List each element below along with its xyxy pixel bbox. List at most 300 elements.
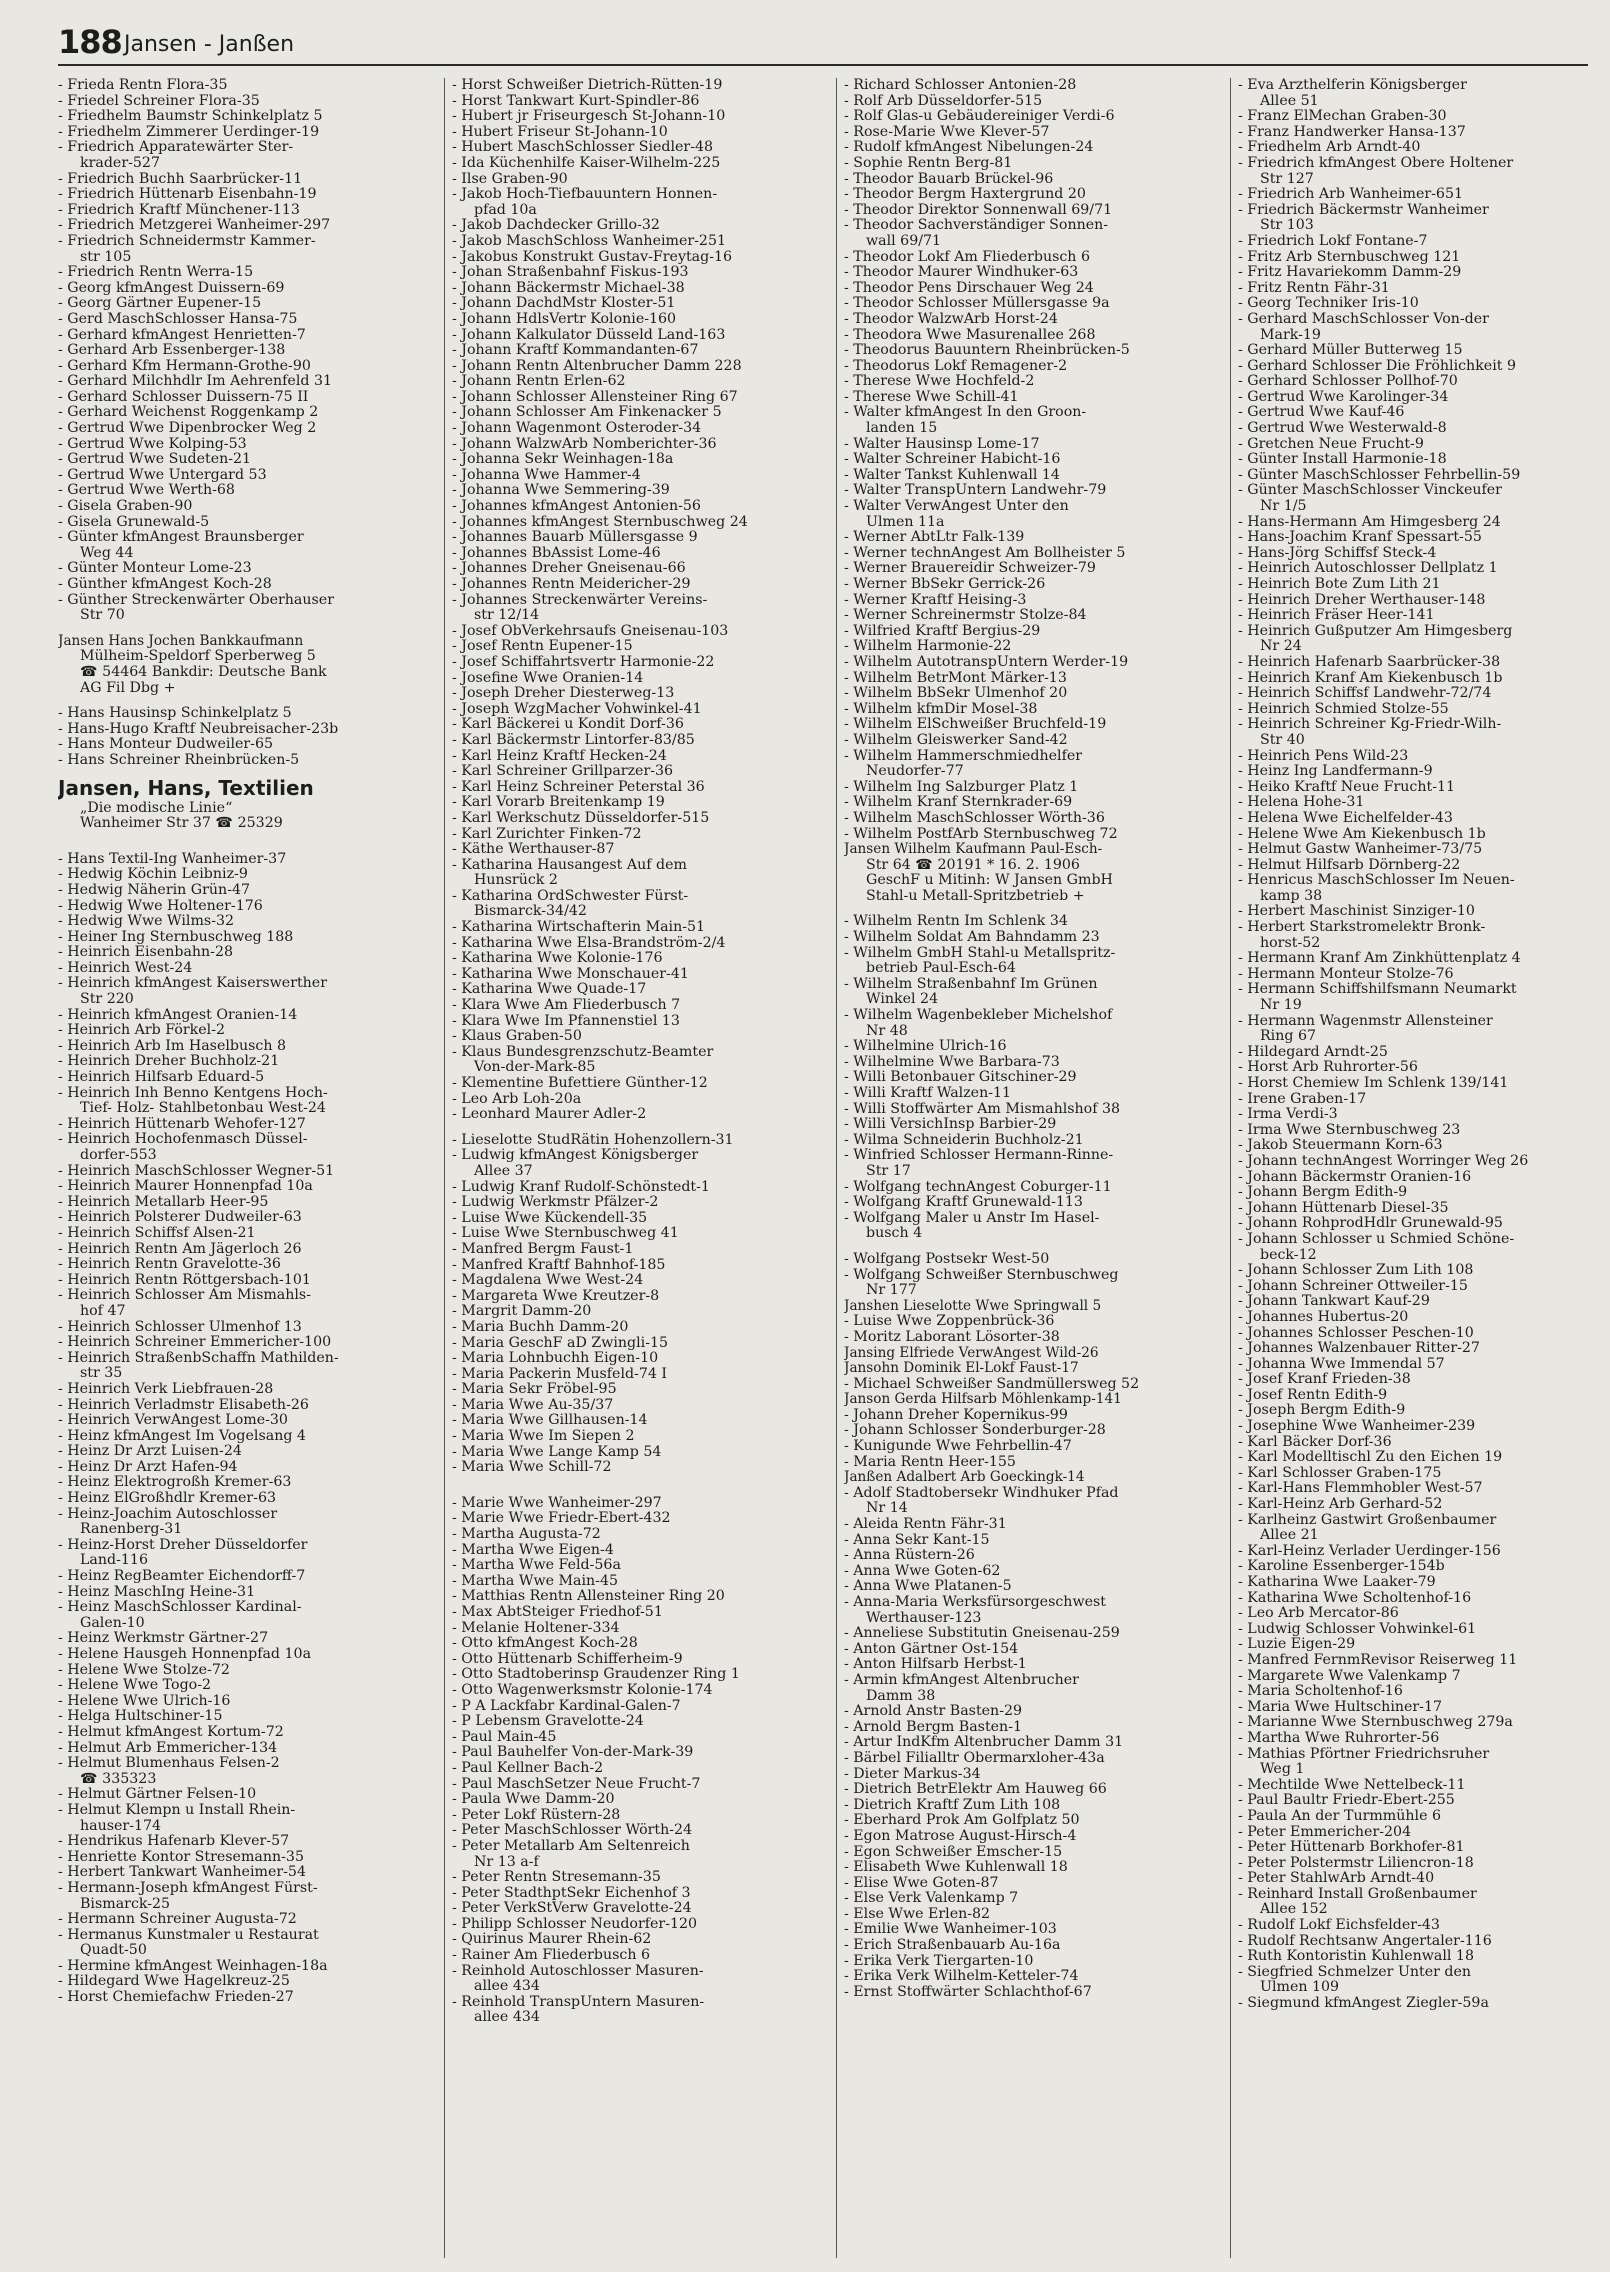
directory-entry: - Martha Wwe Main-45 bbox=[452, 1572, 619, 1589]
directory-entry: - Heinrich Eisenbahn-28 bbox=[58, 944, 234, 961]
directory-entry: - Hermann Schiffshilfsmann Neumarkt bbox=[1238, 981, 1517, 998]
directory-entry: - Heinz Dr Arzt Luisen-24 bbox=[58, 1443, 242, 1460]
directory-entry: - Katharina Wwe Laaker-79 bbox=[1238, 1574, 1436, 1590]
directory-entry: - Wilhelm Kranf Sternkrader-69 bbox=[844, 794, 1073, 811]
directory-entry: - Helene Wwe Ulrich-16 bbox=[58, 1692, 231, 1709]
column-1 bbox=[58, 78, 414, 2258]
directory-entry: - Wilhelm Hammerschmiedhelfer bbox=[844, 747, 1082, 764]
directory-entry: - Anna-Maria Werksfürsorgeschwest bbox=[844, 1594, 1106, 1610]
directory-entry: - Hans-Hugo Kraftf Neubreisacher-23b bbox=[58, 720, 339, 737]
directory-entry: - Willi VersichInsp Barbier-29 bbox=[844, 1116, 1057, 1133]
directory-entry: - Helga Hultschiner-15 bbox=[58, 1708, 223, 1725]
directory-entry: Von-der-Mark-85 bbox=[474, 1059, 596, 1076]
column-2 bbox=[452, 78, 808, 2258]
directory-entry: - Maria Sekr Fröbel-95 bbox=[452, 1381, 617, 1398]
directory-entry: - Leo Arb Mercator-86 bbox=[1238, 1605, 1399, 1622]
directory-entry: - Luise Wwe Zoppenbrück-36 bbox=[844, 1313, 1055, 1330]
directory-entry: - Heinrich Inh Benno Kentgens Hoch- bbox=[58, 1084, 328, 1101]
directory-entry: - Wilfried Kraftf Bergius-29 bbox=[844, 622, 1041, 639]
directory-entry: - Heinrich StraßenbSchaffn Mathilden- bbox=[58, 1349, 339, 1366]
directory-entry: - Mechtilde Wwe Nettelbeck-11 bbox=[1238, 1776, 1466, 1793]
directory-entry: - Helmut Gärtner Felsen-10 bbox=[58, 1786, 257, 1803]
directory-entry: - Gerhard MaschSchlosser Von-der bbox=[1238, 310, 1489, 327]
directory-entry: - Maria Wwe Hultschiner-17 bbox=[1238, 1698, 1443, 1715]
directory-entry: - Heinrich Arb Förkel-2 bbox=[58, 1022, 226, 1039]
directory-entry: str 35 bbox=[80, 1365, 123, 1382]
directory-entry: - Karoline Essenberger-154b bbox=[1238, 1558, 1445, 1575]
directory-entry: - Gertrud Wwe Dipenbrocker Weg 2 bbox=[58, 420, 317, 437]
directory-entry: - Horst Tankwart Kurt-Spindler-86 bbox=[452, 92, 700, 109]
directory-entry: - Gertrud Wwe Werth-68 bbox=[58, 482, 235, 499]
directory-entry: - Friedrich Apparatewärter Ster- bbox=[58, 139, 294, 156]
directory-entry: - Emilie Wwe Wanheimer-103 bbox=[844, 1921, 1057, 1938]
directory-entry: - Karl Schreiner Grillparzer-36 bbox=[452, 763, 674, 780]
directory-entry: - Heinrich Hochofenmasch Düssel- bbox=[58, 1131, 308, 1148]
directory-entry: - Werner Schreinermstr Stolze-84 bbox=[844, 607, 1087, 624]
directory-entry: - Heinrich Autoschlosser Dellplatz 1 bbox=[1238, 560, 1498, 577]
directory-entry: - Günther kfmAngest Koch-28 bbox=[58, 576, 272, 592]
directory-entry: - Katharina Wwe Kolonie-176 bbox=[452, 950, 663, 967]
directory-entry: - Maria Wwe Lange Kamp 54 bbox=[452, 1443, 662, 1460]
directory-entry: - Martha Augusta-72 bbox=[452, 1526, 601, 1543]
directory-entry: Ring 67 bbox=[1260, 1028, 1317, 1045]
directory-entry: - Gerhard Milchhdlr Im Aehrenfeld 31 bbox=[58, 373, 333, 390]
directory-entry: - Johann Kalkulator Düsseld Land-163 bbox=[452, 326, 726, 343]
directory-entry: - Heinz MaschIng Heine-31 bbox=[58, 1583, 256, 1600]
directory-entry: Janßen Adalbert Arb Goeckingk-14 bbox=[844, 1469, 1085, 1486]
directory-entry: - Heinrich kfmAngest Kaiserswerther bbox=[58, 975, 327, 992]
directory-entry: - Johann Schlosser Am Finkenacker 5 bbox=[452, 404, 722, 421]
directory-entry: - Hermann Wagenmstr Allensteiner bbox=[1238, 1012, 1493, 1029]
directory-entry: - Willi Stoffwärter Am Mismahlshof 38 bbox=[844, 1100, 1121, 1117]
directory-entry: - Gisela Grunewald-5 bbox=[58, 513, 210, 530]
directory-entry: - Wilhelmine Ulrich-16 bbox=[844, 1038, 1007, 1055]
directory-entry: - Johann Bäckermstr Michael-38 bbox=[452, 279, 685, 296]
directory-entry: - Paula Wwe Damm-20 bbox=[452, 1791, 615, 1808]
directory-entry: - Hans Monteur Dudweiler-65 bbox=[58, 736, 274, 753]
directory-entry: - Otto kfmAngest Koch-28 bbox=[452, 1635, 638, 1652]
directory-entry: - Johann Schlosser Sonderburger-28 bbox=[844, 1422, 1106, 1439]
directory-entry: AG Fil Dbg + bbox=[80, 679, 176, 696]
directory-entry: - Theodor Pens Dirschauer Weg 24 bbox=[844, 279, 1094, 296]
directory-entry: - Margareta Wwe Kreutzer-8 bbox=[452, 1287, 660, 1304]
directory-entry: - Wilhelm Rentn Im Schlenk 34 bbox=[844, 913, 1068, 930]
directory-entry: wall 69/71 bbox=[866, 232, 942, 249]
directory-entry: - Johannes Dreher Gneisenau-66 bbox=[452, 560, 686, 577]
directory-entry: - Manfred Bergm Faust-1 bbox=[452, 1240, 634, 1257]
directory-entry: - Wilhelm Straßenbahnf Im Grünen bbox=[844, 975, 1098, 992]
directory-entry: - Marie Wwe Wanheimer-297 bbox=[452, 1494, 662, 1511]
directory-entry: - Karl Modelltischl Zu den Eichen 19 bbox=[1238, 1449, 1503, 1466]
directory-entry: - Marianne Wwe Sternbuschweg 279a bbox=[1238, 1714, 1513, 1731]
directory-entry: Str 40 bbox=[1260, 731, 1305, 748]
directory-entry: - Peter StahlwArb Arndt-40 bbox=[1238, 1870, 1435, 1887]
directory-entry: - Gertrud Wwe Sudeten-21 bbox=[58, 451, 252, 468]
directory-entry: - Heinz Werkmstr Gärtner-27 bbox=[58, 1630, 269, 1647]
directory-entry: - Hans Textil-Ing Wanheimer-37 bbox=[58, 850, 287, 867]
directory-entry: - Heinrich Hüttenarb Wehofer-127 bbox=[58, 1115, 306, 1132]
directory-entry: - Paul Main-45 bbox=[452, 1728, 557, 1745]
directory-entry: - Friedrich Bäckermstr Wanheimer bbox=[1238, 201, 1489, 218]
directory-entry: - Käthe Werthauser-87 bbox=[452, 841, 615, 858]
directory-entry: horst-52 bbox=[1260, 934, 1321, 951]
directory-entry: - Maria Scholtenhof-16 bbox=[1238, 1683, 1403, 1700]
directory-entry: - Henriette Kontor Stresemann-35 bbox=[58, 1848, 304, 1865]
directory-entry: - Karl-Hans Flemmhobler West-57 bbox=[1238, 1480, 1483, 1497]
directory-entry: Str 220 bbox=[80, 991, 134, 1008]
directory-entry: - Margarete Wwe Valenkamp 7 bbox=[1238, 1667, 1461, 1684]
directory-entry: Werthauser-123 bbox=[866, 1609, 982, 1626]
directory-entry: - Werner Kraftf Heising-3 bbox=[844, 591, 1027, 608]
directory-entry: - Helena Wwe Eichelfelder-43 bbox=[1238, 809, 1453, 826]
directory-entry: - Magdalena Wwe West-24 bbox=[452, 1272, 644, 1289]
directory-entry: - Hans Hausinsp Schinkelplatz 5 bbox=[58, 705, 292, 722]
directory-entry: - Johanna Wwe Hammer-4 bbox=[452, 466, 641, 483]
directory-entry: Nr 24 bbox=[1260, 638, 1302, 655]
directory-entry: - Josefine Wwe Oranien-14 bbox=[452, 669, 644, 686]
directory-entry: - Johann Schlosser u Schmied Schöne- bbox=[1238, 1230, 1515, 1247]
directory-entry: - Josef Schiffahrtsvertr Harmonie-22 bbox=[452, 653, 715, 670]
directory-entry: - Martha Wwe Feld-56a bbox=[452, 1557, 621, 1574]
directory-entry: - Helmut Klempn u Install Rhein- bbox=[58, 1801, 296, 1818]
directory-entry: hof 47 bbox=[80, 1302, 126, 1319]
directory-entry: - Arnold Anstr Basten-29 bbox=[844, 1703, 1023, 1720]
directory-entry: - Paul MaschSetzer Neue Frucht-7 bbox=[452, 1775, 701, 1792]
directory-entry: - Sophie Rentn Berg-81 bbox=[844, 154, 1013, 171]
directory-entry: - Wilhelm BbSekr Ulmenhof 20 bbox=[844, 685, 1068, 702]
directory-entry: Allee 152 bbox=[1260, 1901, 1328, 1918]
directory-entry: - Gerhard Müller Butterweg 15 bbox=[1238, 342, 1463, 359]
directory-entry: - Gretchen Neue Frucht-9 bbox=[1238, 435, 1424, 452]
directory-entry: - Gertrud Wwe Karolinger-34 bbox=[1238, 388, 1449, 405]
directory-entry: - Peter StadthptSekr Eichenhof 3 bbox=[452, 1884, 691, 1901]
directory-entry: - Heinrich Schiffsf Landwehr-72/74 bbox=[1238, 685, 1492, 702]
directory-entry: - Peter Metallarb Am Seltenreich bbox=[452, 1837, 690, 1854]
directory-entry: - Josephine Wwe Wanheimer-239 bbox=[1238, 1418, 1476, 1435]
directory-entry: - Manfred FernmRevisor Reiserweg 11 bbox=[1238, 1651, 1518, 1668]
directory-entry: - Theodor Maurer Windhuker-63 bbox=[844, 264, 1079, 281]
directory-entry: - Wilhelm Soldat Am Bahndamm 23 bbox=[844, 929, 1100, 946]
directory-entry: - Ludwig Kranf Rudolf-Schönstedt-1 bbox=[452, 1178, 710, 1195]
directory-entry: - Klaus Graben-50 bbox=[452, 1028, 582, 1045]
directory-entry: - Franz Handwerker Hansa-137 bbox=[1238, 123, 1466, 140]
directory-entry: - Ludwig Werkmstr Pfälzer-2 bbox=[452, 1194, 659, 1211]
directory-entry: - Josef Kranf Frieden-38 bbox=[1238, 1371, 1411, 1388]
directory-entry: - Josef Rentn Edith-9 bbox=[1238, 1386, 1388, 1403]
directory-entry: - Theodor Bergm Haxtergrund 20 bbox=[844, 186, 1086, 203]
directory-entry: - Johannes Schlosser Peschen-10 bbox=[1238, 1324, 1474, 1341]
directory-entry: - Wilhelm GmbH Stahl-u Metallspritz- bbox=[844, 944, 1116, 961]
directory-entry: - Johann Hüttenarb Diesel-35 bbox=[1238, 1199, 1449, 1216]
directory-entry: - Herbert Tankwart Wanheimer-54 bbox=[58, 1864, 306, 1881]
page-header bbox=[58, 22, 1588, 66]
directory-entry: - Friedhelm Zimmerer Uerdinger-19 bbox=[58, 123, 320, 140]
directory-entry: - Paul Kellner Bach-2 bbox=[452, 1759, 604, 1776]
directory-entry: - Henricus MaschSchlosser Im Neuen- bbox=[1238, 872, 1515, 889]
directory-entry: Ulmen 109 bbox=[1260, 1979, 1340, 1996]
directory-entry: - Gerhard kfmAngest Henrietten-7 bbox=[58, 326, 306, 343]
directory-entry: Ulmen 11a bbox=[866, 513, 945, 530]
directory-entry: - Gerhard Schlosser Duissern-75 II bbox=[58, 388, 309, 405]
directory-entry: - Anna Wwe Goten-62 bbox=[844, 1562, 1001, 1579]
directory-entry: - Theodorus Bauuntern Rheinbrücken-5 bbox=[844, 342, 1130, 359]
directory-entry: - Siegfried Schmelzer Unter den bbox=[1238, 1963, 1472, 1980]
directory-entry: - Heinz RegBeamter Eichendorff-7 bbox=[58, 1568, 306, 1585]
directory-entry: - Friedrich Kraftf Münchener-113 bbox=[58, 201, 300, 218]
directory-entry: - Horst Schweißer Dietrich-Rütten-19 bbox=[452, 78, 723, 93]
directory-entry: - Reinhold TranspUntern Masuren- bbox=[452, 1993, 705, 2010]
directory-entry: - Egon Schweißer Emscher-15 bbox=[844, 1843, 1063, 1860]
directory-entry: - Marie Wwe Friedr-Ebert-432 bbox=[452, 1510, 671, 1527]
directory-entry: - Georg Techniker Iris-10 bbox=[1238, 295, 1419, 312]
column-rule bbox=[836, 78, 837, 2258]
directory-entry: Nr 19 bbox=[1260, 997, 1302, 1014]
directory-entry: - Klara Wwe Im Pfannenstiel 13 bbox=[452, 1012, 680, 1029]
directory-entry: - Heinrich Bote Zum Lith 21 bbox=[1238, 576, 1441, 592]
directory-entry: - Aleida Rentn Fähr-31 bbox=[844, 1516, 1007, 1533]
directory-entry: - Erich Straßenbauarb Au-16a bbox=[844, 1937, 1061, 1954]
directory-entry: - Matthias Rentn Allensteiner Ring 20 bbox=[452, 1588, 725, 1605]
directory-entry: - Hubert jr Friseurgesch St-Johann-10 bbox=[452, 108, 726, 125]
directory-entry: - Heinz MaschSchlosser Kardinal- bbox=[58, 1599, 302, 1616]
directory-entry: - Friedrich kfmAngest Obere Holtener bbox=[1238, 154, 1514, 171]
directory-entry: Allee 37 bbox=[474, 1162, 533, 1179]
directory-entry: - Heinrich Schiffsf Alsen-21 bbox=[58, 1224, 256, 1241]
directory-entry: - Eberhard Prok Am Golfplatz 50 bbox=[844, 1812, 1080, 1829]
directory-entry: Janshen Lieselotte Wwe Springwall 5 bbox=[844, 1297, 1102, 1314]
directory-entry: - Heinrich Schlosser Ulmenhof 13 bbox=[58, 1318, 302, 1335]
directory-entry: - Klaus Bundesgrenzschutz-Beamter bbox=[452, 1043, 714, 1060]
directory-entry: - Heinrich Verladmstr Elisabeth-26 bbox=[58, 1396, 309, 1413]
spacer bbox=[58, 832, 414, 842]
directory-entry: - Hendrikus Hafenarb Klever-57 bbox=[58, 1833, 290, 1850]
directory-entry: - Theodora Wwe Masurenallee 268 bbox=[844, 326, 1096, 343]
directory-entry: allee 434 bbox=[474, 2009, 540, 2026]
directory-entry: - Hedwig Wwe Wilms-32 bbox=[58, 913, 235, 930]
directory-entry: - Paula An der Turmmühle 6 bbox=[1238, 1807, 1442, 1824]
directory-entry: - Hermine kfmAngest Weinhagen-18a bbox=[58, 1957, 328, 1974]
directory-entry: - Gerhard Kfm Hermann-Grothe-90 bbox=[58, 357, 311, 374]
directory-entry: - Gertrud Wwe Kauf-46 bbox=[1238, 404, 1405, 421]
directory-entry: - Adolf Stadtobersekr Windhuker Pfad bbox=[844, 1484, 1119, 1501]
directory-entry: - Gerhard Schlosser Die Fröhlichkeit 9 bbox=[1238, 357, 1516, 374]
directory-entry: - Günter kfmAngest Braunsberger bbox=[58, 529, 304, 546]
directory-entry: - Moritz Laborant Lösorter-38 bbox=[844, 1328, 1060, 1345]
directory-entry: - Johann Dreher Kopernikus-99 bbox=[844, 1406, 1068, 1423]
directory-entry: „Die modische Linie“ bbox=[80, 799, 233, 816]
directory-entry: - Anna Sekr Kant-15 bbox=[844, 1531, 990, 1548]
directory-entry: - Helmut Gastw Wanheimer-73/75 bbox=[1238, 841, 1483, 858]
directory-entry: - Ludwig Schlosser Vohwinkel-61 bbox=[1238, 1620, 1477, 1637]
directory-entry: - Katharina Wwe Elsa-Brandström-2/4 bbox=[452, 934, 726, 951]
directory-entry: ☎ 54464 Bankdir: Deutsche Bank bbox=[80, 663, 327, 680]
directory-entry: landen 15 bbox=[866, 420, 938, 437]
directory-entry: - Karl Heinz Schreiner Peterstal 36 bbox=[452, 778, 705, 795]
directory-entry: - Walter VerwAngest Unter den bbox=[844, 498, 1069, 515]
directory-entry: str 12/14 bbox=[474, 607, 540, 624]
directory-entry: - Wilhelm Harmonie-22 bbox=[844, 638, 1012, 655]
directory-entry: - Erika Verk Wilhelm-Ketteler-74 bbox=[844, 1968, 1079, 1985]
directory-entry: - Maria Wwe Schill-72 bbox=[452, 1459, 612, 1476]
directory-entry: - Elise Wwe Goten-87 bbox=[844, 1874, 999, 1891]
directory-entry: - Helmut Blumenhaus Felsen-2 bbox=[58, 1755, 280, 1772]
directory-entry: - Johannes Bauarb Müllersgasse 9 bbox=[452, 529, 698, 546]
directory-entry: Str 103 bbox=[1260, 217, 1314, 234]
directory-entry: - Armin kfmAngest Altenbrucher bbox=[844, 1671, 1079, 1688]
directory-entry: - Ilse Graben-90 bbox=[452, 170, 568, 187]
directory-entry: - Gerd MaschSchlosser Hansa-75 bbox=[58, 310, 298, 327]
directory-entry: - Josef Rentn Eupener-15 bbox=[452, 638, 633, 655]
directory-entry: - Dietrich BetrElektr Am Hauweg 66 bbox=[844, 1781, 1107, 1798]
directory-entry: - Maria Wwe Gillhausen-14 bbox=[452, 1412, 648, 1429]
directory-entry: - Willi Betonbauer Gitschiner-29 bbox=[844, 1069, 1077, 1086]
directory-entry: - Else Verk Valenkamp 7 bbox=[844, 1890, 1019, 1907]
directory-entry: - Artur IndKfm Altenbrucher Damm 31 bbox=[844, 1734, 1124, 1751]
directory-entry: - Wolfgang technAngest Coburger-11 bbox=[844, 1178, 1112, 1195]
directory-entry: - Willi Kraftf Walzen-11 bbox=[844, 1085, 1012, 1101]
directory-entry: - Horst Chemiew Im Schlenk 139/141 bbox=[1238, 1075, 1509, 1091]
directory-entry: - Friedrich Buchh Saarbrücker-11 bbox=[58, 170, 303, 187]
directory-entry: - Heiner Ing Sternbuschweg 188 bbox=[58, 928, 294, 945]
directory-entry: - Heinrich kfmAngest Oranien-14 bbox=[58, 1006, 298, 1023]
directory-entry: Allee 51 bbox=[1260, 92, 1319, 109]
directory-entry: - Heinrich Metallarb Heer-95 bbox=[58, 1193, 269, 1210]
directory-entry: - Walter Tankst Kuhlenwall 14 bbox=[844, 466, 1060, 483]
directory-entry: - Rose-Marie Wwe Klever-57 bbox=[844, 123, 1050, 140]
directory-entry: Hunsrück 2 bbox=[474, 872, 558, 889]
directory-columns bbox=[58, 78, 1588, 2258]
directory-entry: - Wilhelm ElSchweißer Bruchfeld-19 bbox=[844, 716, 1107, 733]
directory-entry: - Heinrich Schmied Stolze-55 bbox=[1238, 700, 1449, 717]
directory-entry: - Peter Lokf Rüstern-28 bbox=[452, 1806, 621, 1823]
directory-entry: Str 17 bbox=[866, 1162, 911, 1179]
directory-entry: Nr 177 bbox=[866, 1282, 917, 1299]
directory-entry: - Katharina Hausangest Auf dem bbox=[452, 856, 687, 873]
directory-entry: - Rolf Glas-u Gebäudereiniger Verdi-6 bbox=[844, 108, 1115, 125]
directory-entry: - Leo Arb Loh-20a bbox=[452, 1090, 582, 1107]
directory-entry: - Johann Rentn Altenbrucher Damm 228 bbox=[452, 357, 742, 374]
directory-entry: Mark-19 bbox=[1260, 326, 1321, 343]
directory-entry: - Maria Buchh Damm-20 bbox=[452, 1318, 629, 1335]
directory-entry: - Arnold Bergm Basten-1 bbox=[844, 1718, 1023, 1735]
directory-entry: - Karl Heinz Kraftf Hecken-24 bbox=[452, 747, 667, 764]
directory-entry: - Hermann-Joseph kfmAngest Fürst- bbox=[58, 1879, 318, 1896]
directory-entry: - Heinz ElGroßhdlr Kremer-63 bbox=[58, 1490, 277, 1507]
directory-entry: Jansing Elfriede VerwAngest Wild-26 bbox=[844, 1344, 1099, 1361]
directory-entry: - Peter Rentn Stresemann-35 bbox=[452, 1869, 661, 1886]
directory-entry: - Wilhelm BetrMont Märker-13 bbox=[844, 669, 1067, 686]
directory-entry: - Friedrich Lokf Fontane-7 bbox=[1238, 232, 1428, 249]
directory-entry: - Hubert MaschSchlosser Siedler-48 bbox=[452, 139, 714, 156]
directory-entry: - Walter kfmAngest In den Groon- bbox=[844, 404, 1087, 421]
directory-entry: - Martha Wwe Eigen-4 bbox=[452, 1541, 614, 1558]
directory-entry: - Johann RohprodHdlr Grunewald-95 bbox=[1238, 1215, 1503, 1232]
directory-entry: - Peter MaschSchlosser Wörth-24 bbox=[452, 1822, 693, 1839]
directory-entry: - Johann Bäckermstr Oranien-16 bbox=[1238, 1168, 1472, 1185]
directory-entry: Str 70 bbox=[80, 607, 125, 624]
directory-entry: - Anna Rüstern-26 bbox=[844, 1547, 975, 1564]
directory-entry: - Ernst Stoffwärter Schlachthof-67 bbox=[844, 1983, 1092, 2000]
directory-entry: - Friedhelm Baumstr Schinkelplatz 5 bbox=[58, 108, 323, 125]
directory-entry: - Theodor Bauarb Brückel-96 bbox=[844, 170, 1054, 187]
directory-entry: - Hildegard Wwe Hagelkreuz-25 bbox=[58, 1973, 290, 1990]
directory-entry: - Karl-Heinz Arb Gerhard-52 bbox=[1238, 1496, 1443, 1513]
directory-entry: Str 64 ☎ 20191 * 16. 2. 1906 bbox=[866, 856, 1080, 873]
directory-entry: - Paul Bauhelfer Von-der-Mark-39 bbox=[452, 1744, 694, 1761]
directory-entry: - Karl Bäckerei u Kondit Dorf-36 bbox=[452, 716, 684, 733]
directory-entry: Weg 44 bbox=[80, 544, 134, 561]
directory-entry: - Johanna Wwe Immendal 57 bbox=[1238, 1355, 1445, 1372]
directory-entry: - Johann Wagenmont Osteroder-34 bbox=[452, 420, 702, 437]
directory-entry: - Friedhelm Arb Arndt-40 bbox=[1238, 139, 1421, 156]
directory-entry: dorfer-553 bbox=[80, 1147, 157, 1163]
directory-entry: - Joseph Dreher Diesterweg-13 bbox=[452, 685, 675, 702]
directory-entry: - Johann Schlosser Allensteiner Ring 67 bbox=[452, 388, 738, 405]
directory-entry: - Josef ObVerkehrsaufs Gneisenau-103 bbox=[452, 622, 729, 639]
directory-entry: - Werner BbSekr Gerrick-26 bbox=[844, 576, 1046, 592]
directory-entry: - Heinrich Gußputzer Am Himgesberg bbox=[1238, 622, 1513, 639]
directory-entry: - Johann HdlsVertr Kolonie-160 bbox=[452, 310, 677, 327]
directory-entry: - Friedrich Arb Wanheimer-651 bbox=[1238, 186, 1463, 203]
directory-entry: - Johannes Rentn Meidericher-29 bbox=[452, 576, 691, 592]
directory-entry: - Maria Wwe Im Siepen 2 bbox=[452, 1428, 635, 1445]
directory-entry: - Johannes kfmAngest Antonien-56 bbox=[452, 498, 701, 515]
directory-entry: - Wilhelm AutotranspUntern Werder-19 bbox=[844, 653, 1129, 670]
directory-entry: str 105 bbox=[80, 248, 132, 265]
directory-entry: - Günter MaschSchlosser Fehrbellin-59 bbox=[1238, 466, 1521, 483]
directory-entry: - Johannes kfmAngest Sternbuschweg 24 bbox=[452, 513, 748, 530]
directory-entry: - Helmut Hilfsarb Dörnberg-22 bbox=[1238, 856, 1461, 873]
directory-entry: - Fritz Havariekomm Damm-29 bbox=[1238, 264, 1462, 281]
directory-entry: - Reinhold Autoschlosser Masuren- bbox=[452, 1962, 704, 1979]
directory-entry: Nr 13 a-f bbox=[474, 1853, 539, 1870]
directory-entry: - Hedwig Näherin Grün-47 bbox=[58, 881, 251, 898]
directory-entry: - Walter Schreiner Habicht-16 bbox=[844, 451, 1061, 468]
directory-entry: - Heinrich Dreher Werthauser-148 bbox=[1238, 591, 1486, 608]
directory-entry: - Wilhelm Gleiswerker Sand-42 bbox=[844, 731, 1068, 748]
directory-entry: - Theodor Direktor Sonnenwall 69/71 bbox=[844, 201, 1113, 218]
directory-entry: Bismarck-25 bbox=[80, 1895, 171, 1912]
directory-entry: - Irene Graben-17 bbox=[1238, 1090, 1367, 1107]
directory-entry: - Johann Rentn Erlen-62 bbox=[452, 373, 626, 390]
directory-entry: - Ruth Kontoristin Kuhlenwall 18 bbox=[1238, 1948, 1474, 1965]
directory-entry: Nr 48 bbox=[866, 1022, 908, 1039]
directory-entry: - Johann DachdMstr Kloster-51 bbox=[452, 295, 676, 312]
directory-entry: Allee 21 bbox=[1260, 1527, 1319, 1544]
directory-entry: - Karl Vorarb Breitenkamp 19 bbox=[452, 794, 665, 811]
directory-entry: - Else Wwe Erlen-82 bbox=[844, 1905, 991, 1922]
directory-entry: - Johannes Walzenbauer Ritter-27 bbox=[1238, 1340, 1480, 1357]
directory-entry: - Theodor Sachverständiger Sonnen- bbox=[844, 217, 1109, 234]
directory-entry: - Heinrich MaschSchlosser Wegner-51 bbox=[58, 1162, 335, 1179]
directory-entry: - P A Lackfabr Kardinal-Galen-7 bbox=[452, 1697, 681, 1714]
directory-entry: - Heinrich Fräser Heer-141 bbox=[1238, 607, 1435, 624]
directory-entry: busch 4 bbox=[866, 1225, 923, 1242]
directory-entry: - Hans-Hermann Am Himgesberg 24 bbox=[1238, 513, 1501, 530]
directory-entry: Stahl-u Metall-Spritzbetrieb + bbox=[866, 887, 1085, 904]
directory-entry: - Hermanus Kunstmaler u Restaurat bbox=[58, 1926, 319, 1943]
directory-entry: - Günter MaschSchlosser Vinckeufer bbox=[1238, 482, 1502, 499]
directory-entry: - Hubert Friseur St-Johann-10 bbox=[452, 123, 668, 140]
directory-entry: - Johann Tankwart Kauf-29 bbox=[1238, 1293, 1430, 1310]
directory-entry: Land-116 bbox=[80, 1552, 148, 1569]
directory-entry: - Therese Wwe Schill-41 bbox=[844, 388, 1019, 405]
directory-entry: betrieb Paul-Esch-64 bbox=[866, 960, 1016, 977]
directory-entry: - Reinhard Install Großenbaumer bbox=[1238, 1885, 1477, 1902]
directory-entry: - Heinz Elektrogroßh Kremer-63 bbox=[58, 1474, 292, 1491]
ad-heading: Jansen, Hans, Textilien bbox=[58, 775, 314, 800]
directory-entry: krader-527 bbox=[80, 154, 160, 171]
